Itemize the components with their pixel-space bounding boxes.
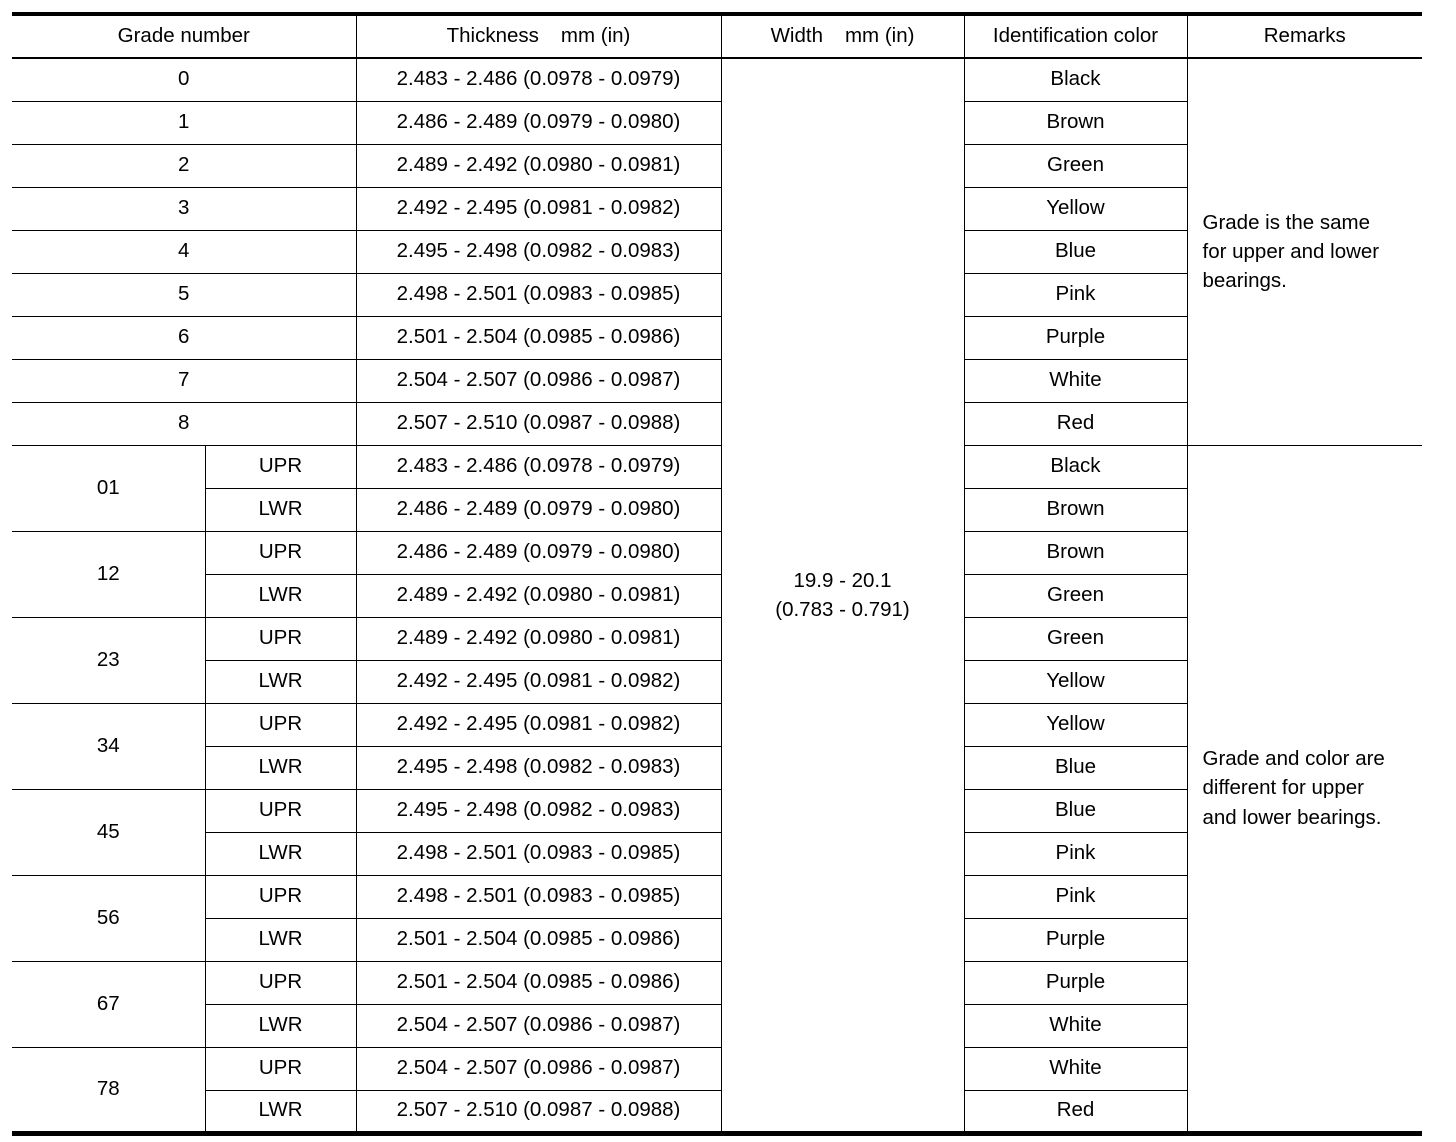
color-cell: Yellow [964, 187, 1187, 230]
grade-cell: 6 [12, 316, 356, 359]
color-cell: Purple [964, 918, 1187, 961]
grade-cell: 8 [12, 402, 356, 445]
thickness-cell: 2.501 - 2.504 (0.0985 - 0.0986) [356, 918, 721, 961]
position-cell-upper: UPR [205, 961, 356, 1004]
pair-grade-cell: 01 [12, 445, 205, 531]
thickness-cell: 2.492 - 2.495 (0.0981 - 0.0982) [356, 660, 721, 703]
thickness-cell: 2.495 - 2.498 (0.0982 - 0.0983) [356, 230, 721, 273]
thickness-cell: 2.486 - 2.489 (0.0979 - 0.0980) [356, 531, 721, 574]
color-cell: Brown [964, 488, 1187, 531]
bearing-grade-table [12, 12, 1422, 1136]
color-cell: Red [964, 402, 1187, 445]
thickness-cell: 2.489 - 2.492 (0.0980 - 0.0981) [356, 144, 721, 187]
grade-cell: 1 [12, 101, 356, 144]
header-row [12, 14, 1422, 58]
thickness-cell: 2.504 - 2.507 (0.0986 - 0.0987) [356, 1004, 721, 1047]
pair-grade-cell: 45 [12, 789, 205, 875]
position-cell-upper: UPR [205, 875, 356, 918]
thickness-cell: 2.492 - 2.495 (0.0981 - 0.0982) [356, 703, 721, 746]
position-cell-lower: LWR [205, 1090, 356, 1133]
color-cell: Brown [964, 101, 1187, 144]
grade-cell: 3 [12, 187, 356, 230]
position-cell-lower: LWR [205, 660, 356, 703]
position-cell-upper: UPR [205, 789, 356, 832]
color-cell: Blue [964, 746, 1187, 789]
position-cell-lower: LWR [205, 832, 356, 875]
thickness-cell: 2.501 - 2.504 (0.0985 - 0.0986) [356, 316, 721, 359]
color-cell: Black [964, 445, 1187, 488]
color-cell: Pink [964, 832, 1187, 875]
pair-grade-cell: 67 [12, 961, 205, 1047]
thickness-cell: 2.489 - 2.492 (0.0980 - 0.0981) [356, 574, 721, 617]
color-cell: Blue [964, 230, 1187, 273]
thickness-cell: 2.507 - 2.510 (0.0987 - 0.0988) [356, 1090, 721, 1133]
thickness-cell: 2.495 - 2.498 (0.0982 - 0.0983) [356, 789, 721, 832]
header-width-unit: mm (in) [844, 24, 915, 48]
header-width-label: Width [770, 24, 823, 48]
color-cell: Black [964, 58, 1187, 101]
color-cell: Green [964, 617, 1187, 660]
thickness-cell: 2.498 - 2.501 (0.0983 - 0.0985) [356, 875, 721, 918]
grade-cell: 0 [12, 58, 356, 101]
thickness-cell: 2.504 - 2.507 (0.0986 - 0.0987) [356, 359, 721, 402]
thickness-cell: 2.498 - 2.501 (0.0983 - 0.0985) [356, 832, 721, 875]
position-cell-lower: LWR [205, 574, 356, 617]
header-remarks: Remarks [1187, 14, 1422, 58]
position-cell-lower: LWR [205, 918, 356, 961]
color-cell: White [964, 1047, 1187, 1090]
color-cell: White [964, 1004, 1187, 1047]
remark-line: Grade is the same [1202, 211, 1370, 235]
table-row [12, 445, 1422, 488]
color-cell: Pink [964, 875, 1187, 918]
position-cell-upper: UPR [205, 1047, 356, 1090]
remark-line: different for upper [1202, 776, 1364, 800]
remark-line: Grade and color are [1202, 747, 1385, 771]
thickness-cell: 2.507 - 2.510 (0.0987 - 0.0988) [356, 402, 721, 445]
header-identification-color: Identification color [964, 14, 1187, 58]
position-cell-lower: LWR [205, 746, 356, 789]
color-cell: Pink [964, 273, 1187, 316]
grade-cell: 7 [12, 359, 356, 402]
thickness-cell: 2.504 - 2.507 (0.0986 - 0.0987) [356, 1047, 721, 1090]
thickness-cell: 2.483 - 2.486 (0.0978 - 0.0979) [356, 58, 721, 101]
remark-line: and lower bearings. [1202, 805, 1382, 829]
thickness-cell: 2.489 - 2.492 (0.0980 - 0.0981) [356, 617, 721, 660]
thickness-cell: 2.486 - 2.489 (0.0979 - 0.0980) [356, 488, 721, 531]
position-cell-lower: LWR [205, 488, 356, 531]
remarks-pair-grades [1187, 445, 1422, 1133]
thickness-cell: 2.495 - 2.498 (0.0982 - 0.0983) [356, 746, 721, 789]
width-cell [721, 58, 964, 1133]
header-thickness-label: Thickness [446, 24, 539, 48]
color-cell: Brown [964, 531, 1187, 574]
color-cell: Purple [964, 961, 1187, 1004]
pair-grade-cell: 23 [12, 617, 205, 703]
header-grade-number: Grade number [12, 14, 356, 58]
grade-cell: 2 [12, 144, 356, 187]
thickness-cell: 2.492 - 2.495 (0.0981 - 0.0982) [356, 187, 721, 230]
color-cell: Yellow [964, 660, 1187, 703]
color-cell: Yellow [964, 703, 1187, 746]
remarks-single-grades [1187, 58, 1422, 445]
position-cell-upper: UPR [205, 617, 356, 660]
pair-grade-cell: 56 [12, 875, 205, 961]
position-cell-upper: UPR [205, 445, 356, 488]
width-mm: 19.9 - 20.1 [793, 568, 892, 592]
grade-cell: 4 [12, 230, 356, 273]
color-cell: Blue [964, 789, 1187, 832]
remark-line: bearings. [1202, 269, 1287, 293]
position-cell-lower: LWR [205, 1004, 356, 1047]
thickness-cell: 2.483 - 2.486 (0.0978 - 0.0979) [356, 445, 721, 488]
pair-grade-cell: 12 [12, 531, 205, 617]
color-cell: Green [964, 574, 1187, 617]
pair-grade-cell: 78 [12, 1047, 205, 1133]
header-width [721, 14, 964, 58]
remark-line: for upper and lower [1202, 240, 1380, 264]
thickness-cell: 2.486 - 2.489 (0.0979 - 0.0980) [356, 101, 721, 144]
position-cell-upper: UPR [205, 531, 356, 574]
position-cell-upper: UPR [205, 703, 356, 746]
color-cell: Purple [964, 316, 1187, 359]
header-thickness [356, 14, 721, 58]
pair-grade-cell: 34 [12, 703, 205, 789]
width-in: (0.783 - 0.791) [775, 597, 910, 621]
thickness-cell: 2.501 - 2.504 (0.0985 - 0.0986) [356, 961, 721, 1004]
thickness-cell: 2.498 - 2.501 (0.0983 - 0.0985) [356, 273, 721, 316]
color-cell: Green [964, 144, 1187, 187]
header-thickness-unit: mm (in) [560, 24, 631, 48]
color-cell: White [964, 359, 1187, 402]
color-cell: Red [964, 1090, 1187, 1133]
table-row [12, 58, 1422, 101]
grade-cell: 5 [12, 273, 356, 316]
